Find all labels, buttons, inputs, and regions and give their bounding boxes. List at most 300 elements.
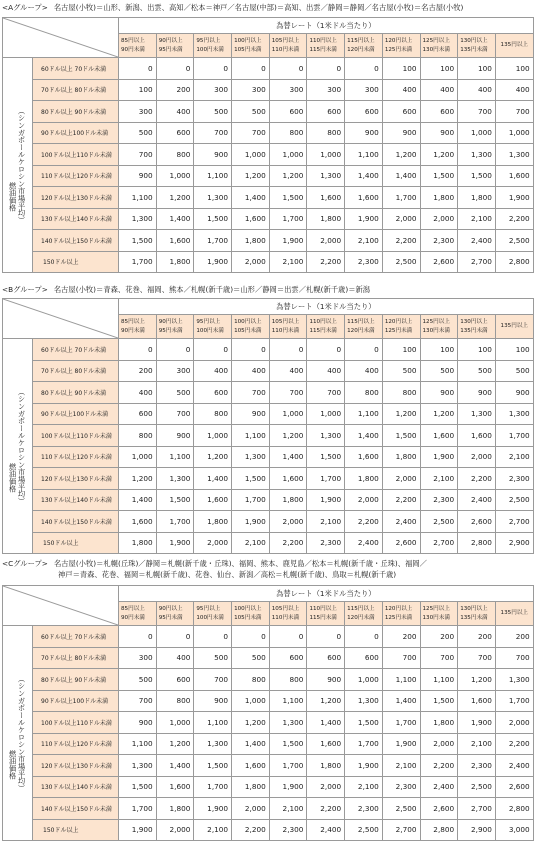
rate-band-line: 90円以上 [158, 605, 183, 612]
surcharge-value: 1,900 [119, 819, 157, 841]
surcharge-value: 0 [232, 626, 270, 648]
surcharge-value: 1,000 [269, 403, 307, 425]
surcharge-value: 0 [269, 339, 307, 361]
surcharge-value: 2,900 [495, 532, 533, 554]
rate-band-line: 120円未満 [347, 614, 375, 621]
rate-band-header [458, 315, 496, 339]
surcharge-value: 800 [119, 425, 157, 447]
rate-band-header [458, 34, 496, 58]
surcharge-value: 100 [119, 79, 157, 101]
surcharge-value: 2,000 [458, 446, 496, 468]
surcharge-value: 1,400 [382, 690, 420, 712]
rate-band-line: 135円以上 [500, 610, 529, 616]
surcharge-value: 2,300 [420, 230, 458, 252]
surcharge-value: 1,900 [307, 489, 345, 511]
surcharge-value: 1,600 [345, 446, 383, 468]
fuel-price-range-label: 140ドル以上150ドル未満 [33, 230, 119, 252]
rate-band-line: 100円以上 [234, 37, 262, 44]
rate-band-line: 110円以上 [309, 37, 337, 44]
surcharge-value: 1,700 [194, 776, 232, 798]
rate-band-line: 90円以上 [158, 318, 183, 325]
surcharge-value: 2,000 [420, 733, 458, 755]
surcharge-value: 1,200 [382, 403, 420, 425]
corner-cell [3, 586, 119, 626]
surcharge-value: 1,300 [156, 468, 194, 490]
rate-band-line: 120円以上 [384, 318, 413, 325]
surcharge-value: 500 [194, 647, 232, 669]
table-row [3, 776, 534, 798]
surcharge-value: 2,100 [458, 733, 496, 755]
surcharge-value: 1,500 [382, 425, 420, 447]
rate-band-line: 115円未満 [309, 614, 337, 621]
surcharge-value: 200 [495, 626, 533, 648]
surcharge-value: 500 [119, 669, 157, 691]
surcharge-value: 3,000 [495, 819, 533, 841]
table-row [3, 251, 534, 273]
surcharge-value: 2,100 [269, 798, 307, 820]
surcharge-value: 0 [307, 58, 345, 80]
table-row [3, 733, 534, 755]
surcharge-value: 100 [382, 339, 420, 361]
surcharge-value: 300 [156, 360, 194, 382]
surcharge-value: 2,200 [307, 798, 345, 820]
table-row [3, 58, 534, 80]
surcharge-value: 2,100 [345, 776, 383, 798]
exchange-rate-header: 為替レート（1米ドル当たり） [119, 586, 534, 602]
rate-band-line: 105円以上 [271, 318, 300, 325]
fuel-price-range-label: 120ドル以上130ドル未満 [33, 755, 119, 777]
surcharge-value: 2,400 [382, 511, 420, 533]
surcharge-value: 2,600 [382, 532, 420, 554]
rate-band-header [382, 315, 420, 339]
surcharge-value: 300 [119, 647, 157, 669]
rate-band-line: 130円未満 [422, 46, 450, 53]
market-average-label: （シンガポールケロシン市場平均） [17, 387, 27, 505]
rate-band-line: 100円以上 [234, 318, 262, 325]
rate-band-header [420, 34, 458, 58]
header-row [3, 586, 534, 602]
surcharge-value: 700 [307, 382, 345, 404]
surcharge-value: 1,000 [194, 425, 232, 447]
surcharge-value: 2,000 [495, 712, 533, 734]
surcharge-value: 400 [156, 101, 194, 123]
table-row [3, 626, 534, 648]
surcharge-value: 2,800 [420, 819, 458, 841]
rate-band-header [269, 602, 307, 626]
table-row [3, 79, 534, 101]
surcharge-value: 1,000 [307, 403, 345, 425]
rate-band-line: 110円未満 [271, 327, 300, 334]
group-header [2, 2, 463, 13]
surcharge-value: 1,300 [119, 208, 157, 230]
surcharge-value: 800 [345, 382, 383, 404]
surcharge-value: 800 [382, 382, 420, 404]
rate-band-line: 100円未満 [196, 327, 224, 334]
surcharge-value: 300 [269, 79, 307, 101]
rate-band-header [119, 602, 157, 626]
surcharge-value: 1,700 [382, 712, 420, 734]
table-row [3, 187, 534, 209]
rate-band-line: 85円以上 [121, 37, 145, 44]
diagonal-line [3, 586, 118, 625]
surcharge-value: 1,900 [420, 446, 458, 468]
rate-band-line: 125円以上 [422, 37, 450, 44]
surcharge-value: 1,300 [458, 403, 496, 425]
surcharge-value: 1,300 [119, 755, 157, 777]
surcharge-value: 2,700 [458, 798, 496, 820]
surcharge-value: 2,400 [345, 532, 383, 554]
table-row [3, 489, 534, 511]
surcharge-value: 2,100 [269, 251, 307, 273]
rate-band-line: 85円以上 [121, 605, 145, 612]
surcharge-table [2, 17, 534, 273]
surcharge-value: 700 [119, 144, 157, 166]
table-row [3, 532, 534, 554]
rate-band-line: 90円未満 [121, 327, 145, 334]
surcharge-value: 1,800 [345, 468, 383, 490]
surcharge-value: 1,800 [458, 187, 496, 209]
rate-band-header [119, 34, 157, 58]
surcharge-value: 2,400 [495, 755, 533, 777]
rate-band-line: 100円未満 [196, 614, 224, 621]
surcharge-value: 1,400 [156, 755, 194, 777]
surcharge-value: 2,100 [420, 468, 458, 490]
surcharge-value: 100 [458, 339, 496, 361]
surcharge-value: 1,600 [269, 468, 307, 490]
surcharge-value: 500 [156, 382, 194, 404]
surcharge-value: 2,500 [495, 230, 533, 252]
surcharge-value: 1,400 [194, 468, 232, 490]
rate-band-line: 85円以上 [121, 318, 145, 325]
surcharge-value: 1,600 [119, 511, 157, 533]
surcharge-value: 1,700 [194, 230, 232, 252]
surcharge-value: 2,400 [458, 230, 496, 252]
table-row [3, 819, 534, 841]
surcharge-value: 1,000 [232, 144, 270, 166]
surcharge-value: 1,800 [156, 251, 194, 273]
surcharge-value: 600 [269, 647, 307, 669]
diagonal-line [3, 18, 118, 57]
surcharge-value: 400 [345, 360, 383, 382]
surcharge-value: 300 [119, 101, 157, 123]
surcharge-value: 2,600 [420, 251, 458, 273]
surcharge-value: 2,700 [420, 532, 458, 554]
rate-band-line: 125円未満 [384, 327, 413, 334]
surcharge-value: 1,800 [269, 489, 307, 511]
rate-band-header [194, 34, 232, 58]
surcharge-value: 300 [232, 79, 270, 101]
surcharge-value: 1,100 [345, 144, 383, 166]
fuel-price-range-label: 150ドル以上 [33, 251, 119, 273]
corner-cell [3, 18, 119, 58]
fuel-price-range-label: 70ドル以上 80ドル未満 [33, 647, 119, 669]
fuel-price-range-label: 150ドル以上 [33, 819, 119, 841]
fuel-price-range-label: 100ドル以上110ドル未満 [33, 712, 119, 734]
surcharge-value: 2,800 [495, 251, 533, 273]
surcharge-value: 900 [458, 382, 496, 404]
surcharge-value: 800 [156, 144, 194, 166]
surcharge-value: 2,200 [458, 468, 496, 490]
route-line [2, 558, 427, 569]
surcharge-value: 1,700 [119, 251, 157, 273]
surcharge-value: 2,000 [420, 208, 458, 230]
table-row [3, 403, 534, 425]
fuel-price-range-label: 70ドル以上 80ドル未満 [33, 360, 119, 382]
surcharge-value: 1,000 [232, 690, 270, 712]
surcharge-value: 0 [307, 626, 345, 648]
table-row [3, 360, 534, 382]
surcharge-value: 1,500 [194, 208, 232, 230]
surcharge-value: 1,900 [382, 733, 420, 755]
rate-band-header [269, 34, 307, 58]
surcharge-value: 2,000 [232, 798, 270, 820]
surcharge-value: 1,900 [232, 511, 270, 533]
rate-band-line: 105円未満 [234, 46, 262, 53]
surcharge-value: 1,200 [307, 690, 345, 712]
surcharge-value: 2,100 [382, 755, 420, 777]
rate-band-line: 115円以上 [347, 605, 375, 612]
surcharge-value: 1,800 [307, 755, 345, 777]
table-row [3, 208, 534, 230]
surcharge-value: 2,200 [232, 819, 270, 841]
surcharge-value: 500 [420, 360, 458, 382]
surcharge-value: 2,700 [495, 511, 533, 533]
surcharge-value: 2,600 [458, 511, 496, 533]
surcharge-value: 1,600 [232, 208, 270, 230]
surcharge-value: 2,300 [307, 532, 345, 554]
surcharge-value: 2,200 [382, 230, 420, 252]
surcharge-value: 1,600 [345, 187, 383, 209]
surcharge-value: 1,100 [382, 669, 420, 691]
rate-band-header [232, 315, 270, 339]
rate-band-line: 105円未満 [234, 327, 262, 334]
group-title: <Bグループ> [2, 285, 48, 294]
surcharge-value: 0 [232, 339, 270, 361]
fuel-price-range-label: 80ドル以上 90ドル未満 [33, 669, 119, 691]
route-text: 名古屋(小牧)＝札幌(丘珠)／静岡＝札幌(新千歳・丘珠)、福岡、熊本、鹿児島／松本＝札幌(新千歳・丘珠)、福岡／ [53, 559, 427, 568]
surcharge-value: 2,100 [194, 819, 232, 841]
fuel-price-range-label: 140ドル以上150ドル未満 [33, 798, 119, 820]
surcharge-value: 1,400 [232, 187, 270, 209]
surcharge-value: 2,000 [307, 776, 345, 798]
rate-band-header [156, 602, 194, 626]
surcharge-value: 700 [156, 403, 194, 425]
fuel-price-range-label: 120ドル以上130ドル未満 [33, 468, 119, 490]
rate-band-line: 120円以上 [384, 605, 413, 612]
table-row [3, 382, 534, 404]
rate-band-line: 110円未満 [271, 614, 300, 621]
surcharge-value: 900 [194, 144, 232, 166]
surcharge-value: 1,300 [495, 669, 533, 691]
exchange-rate-header: 為替レート（1米ドル当たり） [119, 299, 534, 315]
surcharge-value: 2,600 [495, 776, 533, 798]
group-title: <Aグループ> [2, 3, 48, 12]
surcharge-value: 1,500 [269, 733, 307, 755]
surcharge-value: 1,300 [269, 712, 307, 734]
market-average-label: （シンガポールケロシン市場平均） [17, 106, 27, 224]
fuel-price-range-label: 110ドル以上120ドル未満 [33, 165, 119, 187]
surcharge-value: 1,700 [382, 187, 420, 209]
rate-band-line: 115円以上 [347, 318, 375, 325]
surcharge-value: 500 [382, 360, 420, 382]
surcharge-value: 1,200 [420, 144, 458, 166]
surcharge-value: 400 [307, 360, 345, 382]
route-line [2, 284, 370, 295]
rate-band-line: 115円以上 [347, 37, 375, 44]
surcharge-value: 1,300 [307, 425, 345, 447]
surcharge-value: 1,400 [269, 446, 307, 468]
header-row [3, 299, 534, 315]
rate-band-header [307, 315, 345, 339]
surcharge-value: 1,400 [382, 165, 420, 187]
surcharge-value: 1,700 [156, 511, 194, 533]
fuel-price-range-label: 150ドル以上 [33, 532, 119, 554]
surcharge-table [2, 298, 534, 554]
rate-band-line: 130円以上 [460, 605, 488, 612]
surcharge-value: 1,000 [458, 122, 496, 144]
vertical-label-wrap [3, 388, 32, 505]
surcharge-value: 1,800 [232, 230, 270, 252]
surcharge-value: 700 [194, 122, 232, 144]
surcharge-value: 400 [194, 360, 232, 382]
surcharge-value: 100 [420, 58, 458, 80]
surcharge-value: 700 [269, 382, 307, 404]
surcharge-value: 0 [269, 58, 307, 80]
surcharge-value: 1,800 [420, 712, 458, 734]
surcharge-value: 400 [269, 360, 307, 382]
rate-band-header [345, 34, 383, 58]
rate-band-line: 120円以上 [384, 37, 413, 44]
fuel-price-range-label: 140ドル以上150ドル未満 [33, 511, 119, 533]
surcharge-value: 1,200 [269, 165, 307, 187]
rate-band-header [345, 315, 383, 339]
rate-band-line: 110円以上 [309, 318, 337, 325]
surcharge-value: 1,500 [307, 446, 345, 468]
table-row [3, 712, 534, 734]
surcharge-value: 1,100 [232, 425, 270, 447]
surcharge-table [2, 585, 534, 841]
surcharge-value: 600 [345, 647, 383, 669]
surcharge-value: 0 [345, 58, 383, 80]
table-row [3, 669, 534, 691]
fuel-price-axis-label [3, 58, 33, 273]
surcharge-value: 1,900 [345, 208, 383, 230]
fuel-price-range-label: 60ドル以上 70ドル未満 [33, 626, 119, 648]
rate-band-line: 125円未満 [384, 46, 413, 53]
surcharge-value: 1,000 [156, 712, 194, 734]
surcharge-value: 2,700 [458, 251, 496, 273]
table-row [3, 230, 534, 252]
surcharge-value: 2,400 [307, 819, 345, 841]
route-text: 名古屋(小牧)＝山形、新潟、出雲、高知／松本＝神戸／名古屋(中部)＝高知、出雲／静岡＝静岡／名古屋(小牧)＝名古屋(小牧) [53, 3, 464, 12]
surcharge-value: 500 [232, 647, 270, 669]
surcharge-value: 0 [119, 626, 157, 648]
fuel-price-range-label: 60ドル以上 70ドル未満 [33, 58, 119, 80]
vertical-label-wrap [3, 107, 32, 224]
surcharge-value: 0 [119, 58, 157, 80]
table-row [3, 165, 534, 187]
surcharge-value: 1,100 [345, 403, 383, 425]
surcharge-value: 400 [119, 382, 157, 404]
surcharge-value: 0 [156, 58, 194, 80]
rate-band-line: 90円以上 [158, 37, 183, 44]
table-row [3, 647, 534, 669]
surcharge-value: 1,200 [458, 669, 496, 691]
group-title: <Cグループ> [2, 559, 48, 568]
surcharge-value: 1,300 [458, 144, 496, 166]
surcharge-value: 2,800 [495, 798, 533, 820]
surcharge-value: 900 [119, 712, 157, 734]
surcharge-value: 1,000 [495, 122, 533, 144]
surcharge-value: 0 [345, 626, 383, 648]
surcharge-value: 1,300 [495, 144, 533, 166]
fuel-price-range-label: 80ドル以上 90ドル未満 [33, 101, 119, 123]
surcharge-value: 600 [382, 101, 420, 123]
surcharge-value: 1,600 [458, 690, 496, 712]
surcharge-value: 1,500 [269, 187, 307, 209]
rate-band-line: 105円未満 [234, 614, 262, 621]
fuel-price-range-label: 120ドル以上130ドル未満 [33, 187, 119, 209]
surcharge-value: 1,000 [156, 165, 194, 187]
surcharge-value: 2,200 [345, 511, 383, 533]
surcharge-value: 600 [307, 647, 345, 669]
surcharge-value: 1,900 [269, 230, 307, 252]
table-row [3, 511, 534, 533]
surcharge-value: 900 [194, 690, 232, 712]
surcharge-value: 2,100 [495, 446, 533, 468]
surcharge-value: 600 [156, 669, 194, 691]
rate-band-line: 90円未満 [121, 614, 145, 621]
surcharge-value: 900 [345, 122, 383, 144]
surcharge-value: 2,500 [382, 251, 420, 273]
fuel-price-range-label: 90ドル以上100ドル未満 [33, 403, 119, 425]
surcharge-value: 2,000 [269, 511, 307, 533]
surcharge-value: 1,900 [345, 755, 383, 777]
fuel-price-range-label: 130ドル以上140ドル未満 [33, 208, 119, 230]
surcharge-value: 700 [194, 669, 232, 691]
surcharge-value: 1,600 [420, 425, 458, 447]
surcharge-value: 1,100 [119, 187, 157, 209]
fuel-price-axis-label [3, 626, 33, 841]
fuel-price-label: 燃油価格 [8, 750, 18, 780]
surcharge-value: 400 [156, 647, 194, 669]
market-average-label: （シンガポールケロシン市場平均） [17, 674, 27, 792]
rate-band-line: 130円以上 [460, 37, 488, 44]
surcharge-value: 800 [307, 122, 345, 144]
surcharge-value: 1,500 [119, 776, 157, 798]
exchange-rate-header: 為替レート（1米ドル当たり） [119, 18, 534, 34]
surcharge-value: 600 [307, 101, 345, 123]
table-row [3, 446, 534, 468]
surcharge-value: 700 [382, 647, 420, 669]
rate-band-line: 95円以上 [196, 318, 221, 325]
surcharge-value: 1,100 [194, 712, 232, 734]
table-row [3, 101, 534, 123]
surcharge-value: 1,000 [345, 669, 383, 691]
surcharge-value: 200 [458, 626, 496, 648]
rate-band-line: 95円未満 [158, 614, 183, 621]
surcharge-value: 2,200 [495, 733, 533, 755]
surcharge-value: 2,300 [382, 776, 420, 798]
rate-band-header [420, 315, 458, 339]
fuel-price-range-label: 90ドル以上100ドル未満 [33, 690, 119, 712]
surcharge-value: 900 [382, 122, 420, 144]
surcharge-value: 1,600 [307, 733, 345, 755]
rate-band-line: 95円以上 [196, 37, 221, 44]
fuel-price-range-label: 130ドル以上140ドル未満 [33, 489, 119, 511]
route-line [2, 2, 463, 13]
group-header [2, 284, 370, 295]
